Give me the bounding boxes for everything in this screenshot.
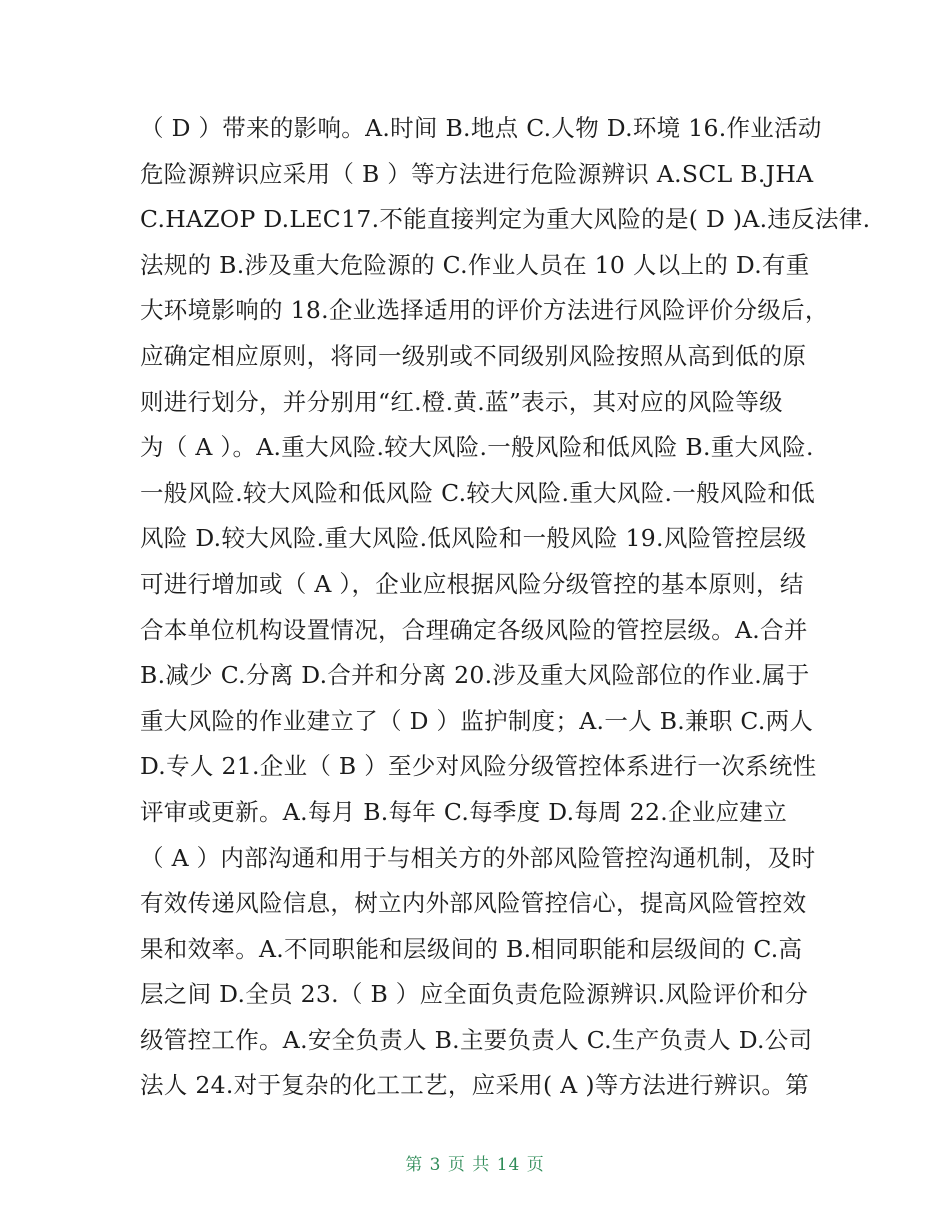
text-line: 应确定相应原则，将同一级别或不同级别风险按照从高到低的原 [140,341,807,370]
text-line: 为（ A ）。A.重大风险.较大风险.一般风险和低风险 B.重大风险. [140,433,814,462]
text-line: （ A ）内部沟通和用于与相关方的外部风险管控沟通机制，及时 [140,843,816,872]
text-line: （ D ）带来的影响。A.时间 B.地点 C.人物 D.环境 16.作业活动 [140,114,822,142]
text-line: 大环境影响的 18.企业选择适用的评价方法进行风险评价分级后， [140,296,829,325]
text-line: 有效传递风险信息，树立内外部风险管控信心，提高风险管控效 [140,889,807,918]
text-line: 可进行增加或（ A ），企业应根据风险分级管控的基本原则，结 [140,569,804,598]
text-line: 层之间 D.全员 23.（ B ）应全面负责危险源辨识.风险评价和分 [140,980,809,1009]
text-line: 级管控工作。A.安全负责人 B.主要负责人 C.生产负责人 D.公司 [140,1025,813,1054]
text-line: 果和效率。A.不同职能和层级间的 B.相同职能和层级间的 C.高 [140,934,803,963]
text-line: 法人 24.对于复杂的化工工艺，应采用( A )等方法进行辨识。第 [140,1071,809,1100]
text-line: 风险 D.较大风险.重大风险.低风险和一般风险 19.风险管控层级 [140,524,807,553]
text-line: D.专人 21.企业（ B ）至少对风险分级管控体系进行一次系统性 [140,752,817,781]
text-line: 则进行划分，并分别用“红.橙.黄.蓝”表示，其对应的风险等级 [140,387,783,416]
document-body [140,106,871,1109]
text-line: C.HAZOP D.LEC17.不能直接判定为重大风险的是( D )A.违反法律. [140,205,871,234]
text-line: 评审或更新。A.每月 B.每年 C.每季度 D.每周 22.企业应建立 [140,797,788,826]
page-number: 第 3 页 共 14 页 [405,1155,545,1175]
text-line: 一般风险.较大风险和低风险 C.较大风险.重大风险.一般风险和低 [140,478,816,507]
text-line: B.减少 C.分离 D.合并和分离 20.涉及重大风险部位的作业.属于 [140,661,810,690]
text-line: 合本单位机构设置情况，合理确定各级风险的管控层级。A.合并 [140,615,808,644]
text-line: 法规的 B.涉及重大危险源的 C.作业人员在 10 人以上的 D.有重 [140,250,810,279]
text-line: 危险源辨识应采用（ B ）等方法进行危险源辨识 A.SCL B.JHA [140,159,814,188]
text-line: 重大风险的作业建立了（ D ）监护制度；A.一人 B.兼职 C.两人 [140,706,814,735]
